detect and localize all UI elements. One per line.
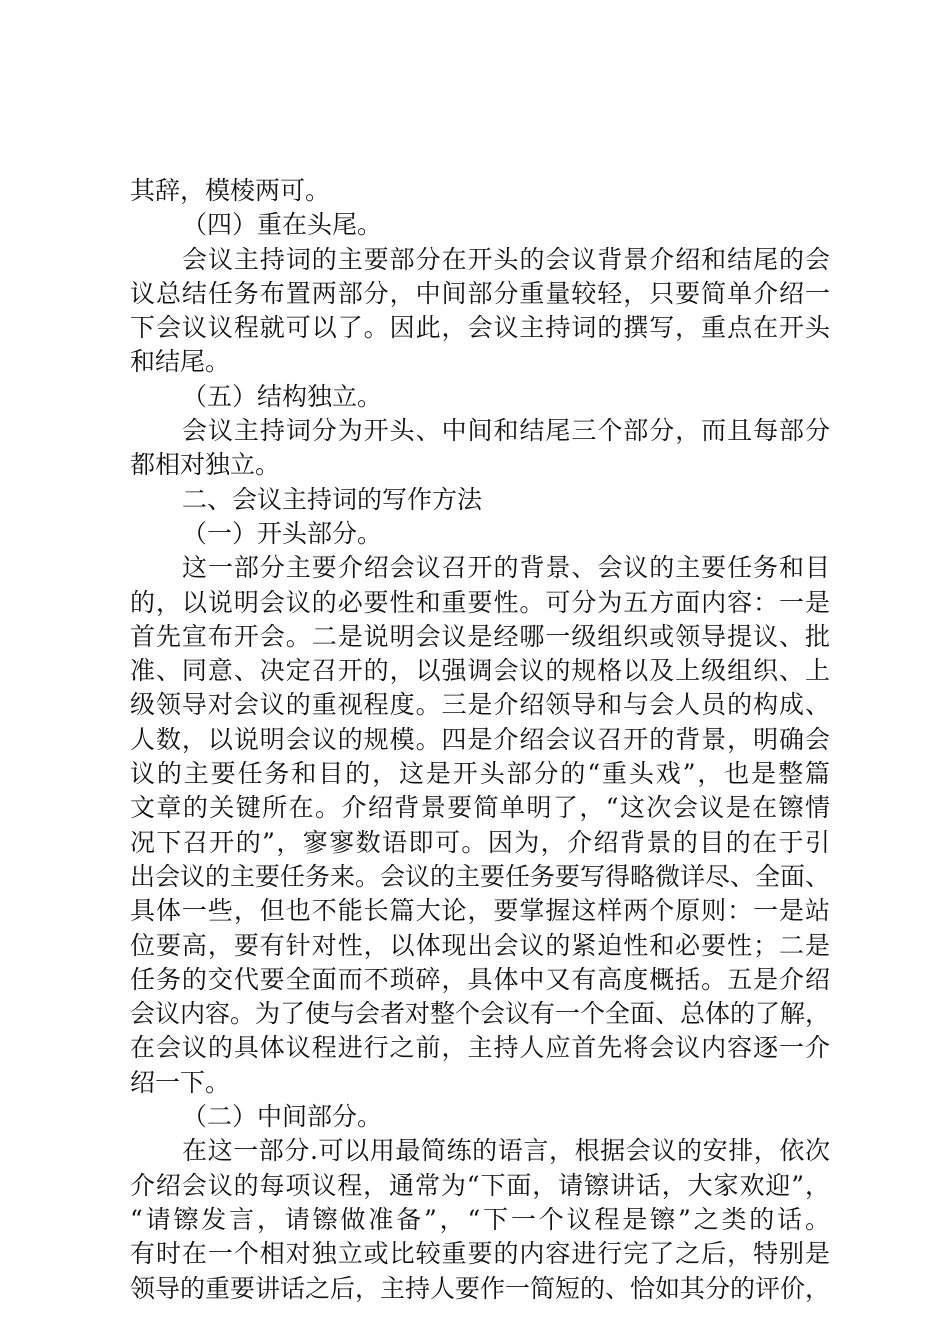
- text-line: 领导的重要讲话之后，主持人要作一简短的、恰如其分的评价，: [130, 1273, 831, 1303]
- section-heading: （四）重在头尾。: [182, 210, 383, 240]
- text-line: 的，以说明会议的必要性和重要性。可分为五方面内容：一是: [130, 587, 830, 617]
- section-heading: （一）开头部分。: [182, 518, 383, 548]
- text-line: 议总结任务布置两部分，中间部分重量较轻，只要简单介绍一: [130, 278, 830, 308]
- text-line: 介绍会议的每项议程，通常为“下面，请镲讲话，大家欢迎”，: [130, 1170, 830, 1200]
- text-line: 有时在一个相对独立或比较重要的内容进行完了之后，特别是: [130, 1239, 830, 1269]
- text-line: 准、同意、决定召开的，以强调会议的规格以及上级组织、上: [130, 656, 830, 686]
- text-line: 级领导对会议的重视程度。三是介绍领导和与会人员的构成、: [130, 690, 830, 720]
- text-line: 在这一部分.可以用最简练的语言，根据会议的安排，依次: [182, 1136, 830, 1166]
- text-line: 会议主持词的主要部分在开头的会议背景介绍和结尾的会: [182, 244, 830, 274]
- text-line: 和结尾。: [130, 347, 231, 377]
- text-line: 任务的交代要全面而不琐碎，具体中又有高度概括。五是介绍: [130, 964, 830, 994]
- text-line: 首先宣布开会。二是说明会议是经哪一级组织或领导提议、批: [130, 621, 830, 651]
- text-line: 具体一些，但也不能长篇大论，要掌握这样两个原则：一是站: [130, 896, 830, 926]
- text-line: 况下召开的”，寥寥数语即可。因为，介绍背景的目的在于引: [130, 827, 830, 857]
- text-line: 会议主持词分为开头、中间和结尾三个部分，而且每部分: [182, 416, 830, 446]
- text-line: 人数，以说明会议的规模。四是介绍会议召开的背景，明确会: [130, 724, 830, 754]
- document-body: [130, 174, 830, 1306]
- section-heading: （五）结构独立。: [182, 381, 383, 411]
- text-line: 下会议议程就可以了。因此，会议主持词的撰写，重点在开头: [130, 313, 830, 343]
- text-line: 文章的关键所在。介绍背景要简单明了，“这次会议是在镲情: [130, 793, 830, 823]
- text-line: 出会议的主要任务来。会议的主要任务要写得略微详尽、全面、: [130, 861, 831, 891]
- text-line: 位要高，要有针对性，以体现出会议的紧迫性和必要性；二是: [130, 930, 830, 960]
- text-line: 其辞，模棱两可。: [130, 176, 331, 205]
- section-heading: 二、会议主持词的写作方法: [182, 484, 483, 514]
- text-line: 绍一下。: [130, 1067, 231, 1097]
- text-line: 这一部分主要介绍会议召开的背景、会议的主要任务和目: [182, 553, 830, 583]
- text-line: 会议内容。为了使与会者对整个会议有一个全面、总体的了解，: [130, 999, 831, 1029]
- text-line: 议的主要任务和目的，这是开头部分的“重头戏”，也是整篇: [130, 759, 830, 789]
- text-line: 在会议的具体议程进行之前，主持人应首先将会议内容逐一介: [130, 1033, 830, 1063]
- text-line: “请镲发言，请镲做准备”，“下一个议程是镲”之类的话。: [130, 1204, 830, 1234]
- text-line: 都相对独立。: [130, 450, 281, 480]
- section-heading: （二）中间部分。: [182, 1102, 383, 1132]
